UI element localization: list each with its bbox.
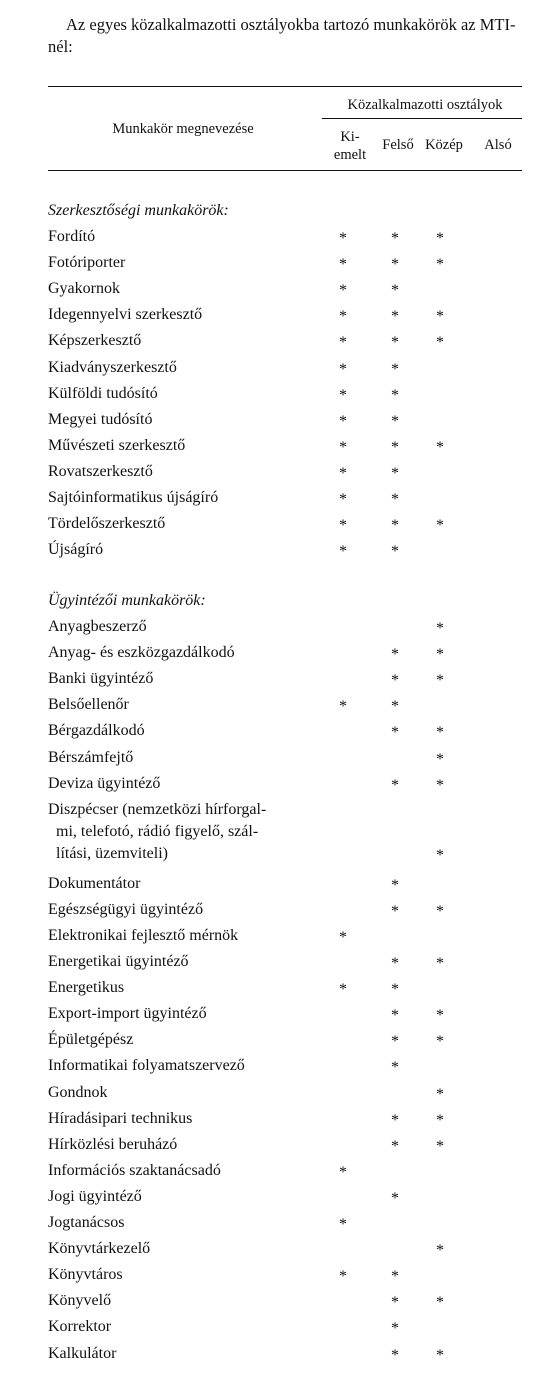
row-name: Belsőellenőr (48, 696, 129, 714)
row-name: Sajtóinformatikus újságíró (48, 489, 219, 506)
mark-col-0: * (339, 256, 347, 274)
row-name: Tördelőszerkesztő (48, 515, 166, 533)
mark-col-0: * (339, 282, 347, 300)
row-name: Jogtanácsos (48, 1214, 125, 1231)
row-name: Informatikai folyamatszervező (48, 1057, 245, 1075)
row-name: Diszpécser (nemzetközi hírforgal- mi, telefotó, rádió figyelő, szál- lítási, üzemviteli) (48, 800, 267, 862)
mark-col-2: * (436, 308, 444, 326)
column-header-1: Felső (382, 137, 414, 153)
mark-col-1: * (391, 876, 399, 894)
row-name: Információs szaktanácsadó (48, 1161, 221, 1179)
mark-col-2: * (436, 1294, 444, 1312)
row-name: Képszerkesztő (48, 332, 142, 350)
row-name: Energetikai ügyintéző (48, 953, 189, 970)
mark-col-2: * (436, 672, 444, 690)
mark-col-0: * (339, 438, 347, 456)
mark-col-1: * (391, 1059, 399, 1077)
mark-col-1: * (391, 230, 399, 247)
mark-col-2: * (436, 1111, 444, 1129)
mark-col-0: * (339, 386, 347, 404)
row-name: Korrektor (48, 1318, 112, 1336)
row-name: Híradásipari technikus (48, 1109, 193, 1127)
mark-col-2: * (436, 646, 444, 664)
column-header-2: Közép (425, 137, 463, 153)
row-name: Külföldi tudósító (48, 384, 158, 402)
row-name: Fordító (48, 228, 96, 245)
row-name: Egészségügyi ügyintéző (48, 900, 204, 918)
first-column-header: Munkakör megnevezése (112, 121, 254, 137)
row-name: Kalkulátor (48, 1344, 117, 1362)
column-group-header: Közalkalmazotti osztályok (347, 97, 503, 113)
mark-col-1: * (391, 902, 399, 920)
mark-col-1: * (391, 543, 399, 561)
mark-col-0: * (339, 464, 347, 482)
mark-col-1: * (391, 672, 399, 690)
mark-col-1: * (391, 776, 399, 794)
mark-col-2: * (436, 256, 444, 274)
mark-col-1: * (391, 1033, 399, 1051)
row-name: Dokumentátor (48, 874, 141, 892)
mark-col-1: * (391, 981, 399, 999)
row-name: Rovatszerkesztő (48, 462, 153, 480)
mark-col-1: * (391, 1189, 399, 1207)
mark-col-1: * (391, 1294, 399, 1312)
mark-col-2: * (436, 334, 444, 352)
mark-col-0: * (339, 360, 347, 378)
mark-col-2: * (436, 1137, 444, 1155)
row-name: Épületgépész (48, 1031, 134, 1049)
row-name: Hírközlési beruházó (48, 1135, 178, 1153)
mark-col-1: * (391, 386, 399, 404)
row-name: Gyakornok (48, 280, 120, 298)
mark-col-0: * (339, 981, 347, 999)
row-name: Fotóriporter (48, 254, 126, 272)
mark-col-0: * (339, 543, 347, 561)
mark-col-1: * (391, 360, 399, 378)
row-name: Idegennyelvi szerkesztő (48, 306, 203, 324)
mark-col-2: * (436, 750, 444, 768)
row-name: Banki ügyintéző (48, 670, 154, 688)
row-name: Könyvtárkezelő (48, 1240, 151, 1258)
mark-col-2: * (436, 724, 444, 742)
mark-col-1: * (391, 1111, 399, 1129)
row-name: Anyagbeszerző (48, 618, 147, 635)
mark-col-0: * (339, 334, 347, 352)
mark-col-1: * (391, 334, 399, 352)
row-name: Művészeti szerkesztő (48, 436, 186, 454)
section-title-0: Szerkesztőségi munkakörök: (48, 202, 229, 219)
mark-col-2: * (436, 1242, 444, 1260)
mark-col-1: * (391, 412, 399, 430)
mark-col-1: * (391, 698, 399, 716)
row-name: Energetikus (48, 979, 125, 997)
column-header-3: Alsó (484, 137, 512, 153)
mark-col-1: * (391, 1137, 399, 1155)
mark-col-0: * (339, 517, 347, 535)
mark-col-2: * (436, 1033, 444, 1051)
mark-col-1: * (391, 1320, 399, 1338)
mark-col-1: * (391, 955, 399, 972)
mark-col-2: * (436, 230, 444, 247)
group-header-rule (322, 118, 522, 119)
row-name: Gondnok (48, 1083, 108, 1101)
mark-col-1: * (391, 491, 399, 508)
mark-col-1: * (391, 517, 399, 535)
row-name: Bérgazdálkodó (48, 722, 145, 740)
mark-col-1: * (391, 438, 399, 456)
row-name: Jogi ügyintéző (48, 1187, 142, 1205)
row-name: Elektronikai fejlesztő mérnök (48, 926, 239, 944)
row-name: Újságíró (48, 541, 104, 559)
section-title-1: Ügyintézői munkakörök: (48, 592, 206, 609)
mark-col-0: * (339, 928, 347, 946)
mark-col-1: * (391, 1007, 399, 1025)
mark-col-0: * (339, 1163, 347, 1181)
mark-col-0: * (339, 1268, 347, 1286)
row-name: Könyvelő (48, 1292, 112, 1310)
mark-col-2: * (436, 902, 444, 920)
mark-col-1: * (391, 646, 399, 664)
row-name: Deviza ügyintéző (48, 774, 161, 792)
mark-col-0: * (339, 308, 347, 326)
row-name: Bérszámfejtő (48, 748, 134, 766)
mark-col-1: * (391, 1346, 399, 1364)
row-name: Megyei tudósító (48, 410, 153, 428)
mark-col-1: * (391, 464, 399, 482)
row-name: Export-import ügyintéző (48, 1005, 207, 1023)
mark-col-1: * (391, 282, 399, 300)
row-name: Könyvtáros (48, 1266, 123, 1284)
mark-col-0: * (339, 1216, 347, 1233)
mark-col-1: * (391, 724, 399, 742)
header-bottom-rule (48, 170, 522, 171)
mark-col-2: * (436, 438, 444, 456)
row-name: Anyag- és eszközgazdálkodó (48, 644, 235, 662)
mark-col-1: * (391, 308, 399, 326)
mark-col-2: * (436, 1007, 444, 1025)
mark-col-1: * (391, 256, 399, 274)
mark-col-2: * (436, 846, 444, 864)
intro-text: Az egyes közalkalmazotti osztályokba tartozó munkakörök az MTI-nél: (48, 15, 516, 56)
row-name: Kiadványszerkesztő (48, 358, 177, 376)
mark-col-2: * (436, 620, 444, 637)
column-header-0: Ki- emelt (333, 129, 367, 163)
mark-col-2: * (436, 955, 444, 972)
table-top-rule (48, 86, 522, 87)
mark-col-0: * (339, 491, 347, 508)
mark-col-2: * (436, 1346, 444, 1364)
mark-col-2: * (436, 1085, 444, 1103)
mark-col-2: * (436, 776, 444, 794)
mark-col-0: * (339, 412, 347, 430)
mark-col-2: * (436, 517, 444, 535)
mark-col-0: * (339, 230, 347, 247)
mark-col-1: * (391, 1268, 399, 1286)
mark-col-0: * (339, 698, 347, 716)
